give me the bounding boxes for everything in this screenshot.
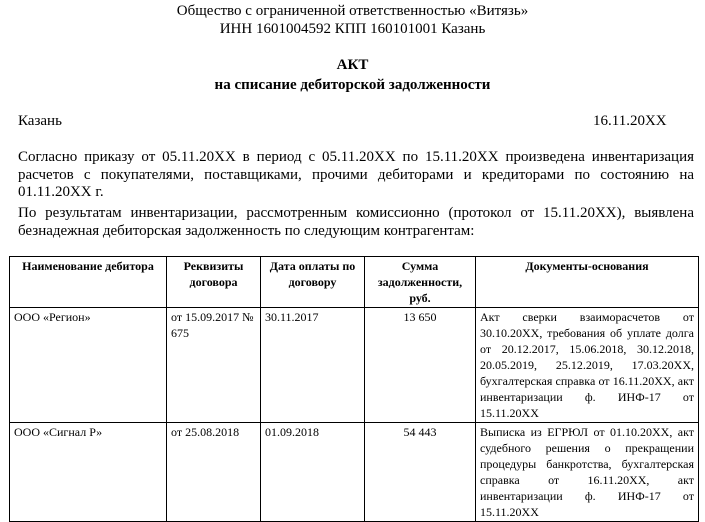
cell-amount: 54 443	[365, 423, 476, 522]
table-row	[10, 423, 699, 522]
debts-table	[9, 256, 699, 522]
paragraph-order: Согласно приказу от 05.11.20XX в период с 05.11.20XX по 15.11.20XX произведена инвентаризация расчетов с покупателями, поставщиками, прочими дебиторами и кредиторами по состоянию на 01.11.20XX г.	[18, 149, 694, 200]
organization-requisites: ИНН 1601004592 КПП 160101001 Казань	[219, 21, 486, 37]
cell-debtor: ООО «Сигнал Р»	[10, 423, 167, 522]
document-title: АКТ	[336, 57, 369, 73]
cell-documents: Акт сверки взаиморасчетов от 30.10.20XX, требования об уплате долга от 20.12.2017, 15.06.2018, 30.12.2018, 20.05.2019, 25.12.2019, 17.03.20XX, бухгалтерская справка от 16.11.20XX, акт инвентаризации ф. ИНФ-17 от 15.11.20XX	[476, 308, 699, 423]
cell-contract: от 25.08.2018	[167, 423, 261, 522]
cell-documents: Выписка из ЕГРЮЛ от 01.10.20XX, акт судебного решения о прекращении процедуры банкротства, бухгалтерская справка от 16.11.20XX, акт инвентаризации ф. ИНФ-17 от 15.11.20XX	[476, 423, 699, 522]
cell-debtor: ООО «Регион»	[10, 308, 167, 423]
table-header-row	[10, 257, 699, 308]
cell-pay-date: 01.09.2018	[261, 423, 365, 522]
organization-name: Общество с ограниченной ответственностью «Витязь»	[176, 3, 529, 19]
table-row	[10, 308, 699, 423]
header-contract: Реквизиты договора	[167, 257, 261, 308]
document-city: Казань	[18, 113, 62, 129]
document-subtitle: на списание дебиторской задолженности	[214, 77, 491, 93]
cell-amount: 13 650	[365, 308, 476, 423]
document-date: 16.11.20XX	[593, 113, 667, 129]
header-documents: Документы-основания	[476, 257, 699, 308]
header-amount: Сумма задолженности, руб.	[365, 257, 476, 308]
paragraph-results: По результатам инвентаризации, рассмотренным комиссионно (протокол от 15.11.20XX), выявлена безнадежная дебиторская задолженность по следующим контрагентам:	[18, 205, 694, 239]
header-pay-date: Дата оплаты по договору	[261, 257, 365, 308]
cell-contract: от 15.09.2017 № 675	[167, 308, 261, 423]
cell-pay-date: 30.11.2017	[261, 308, 365, 423]
header-debtor: Наименование дебитора	[10, 257, 167, 308]
